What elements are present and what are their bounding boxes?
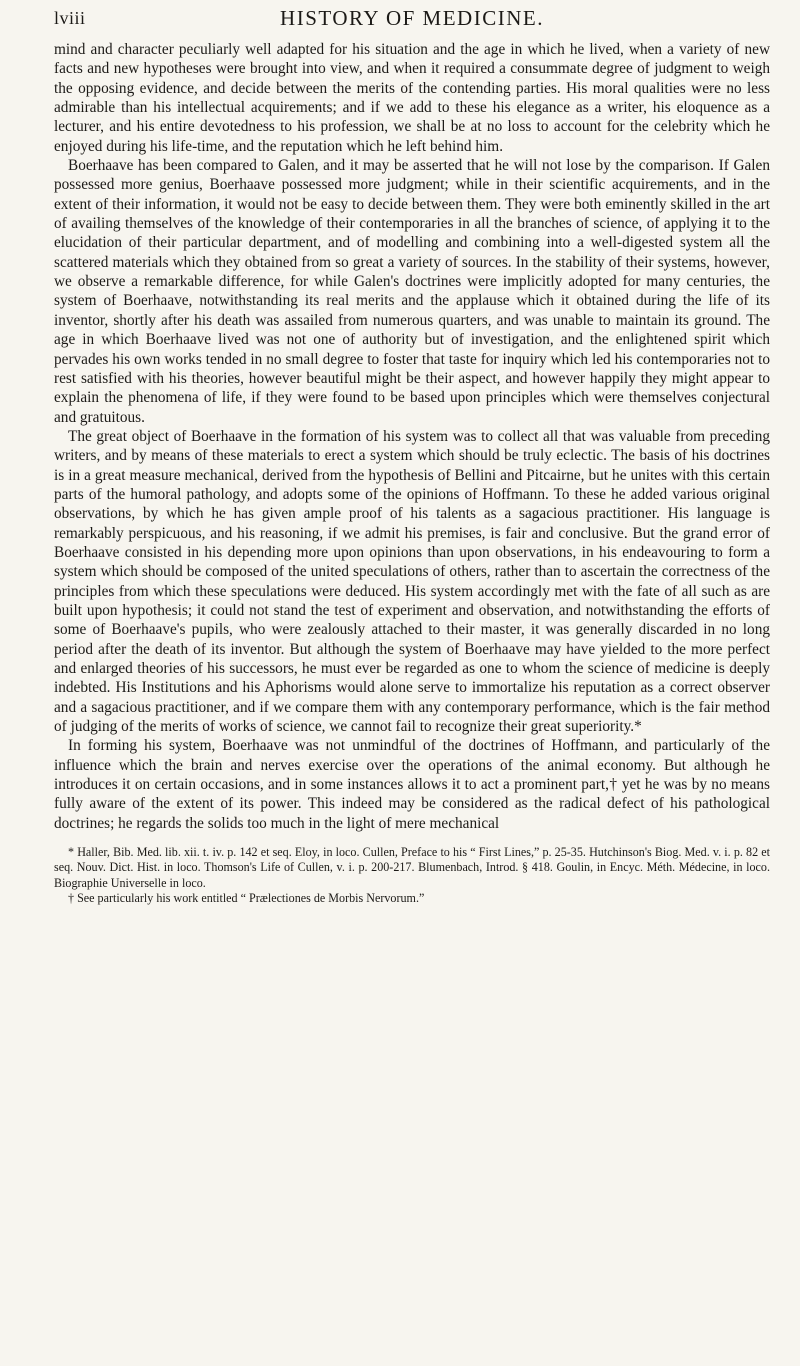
paragraph: In forming his system, Boerhaave was not unmindful of the doctrines of Hoffmann, and particularly of the influence which the brain and nerves exercise over the operations of the animal economy. But although he introduces it on certain occasions, and in some instances allows it to act a prominent part,† yet he was by no means fully aware of the extent of its power. This indeed may be considered as the radical defect of his pathological doctrines; he regards the solids too much in the light of mere mechanical [54, 737, 770, 832]
running-title: HISTORY OF MEDICINE. [280, 6, 544, 30]
paragraph: The great object of Boerhaave in the formation of his system was to collect all that was valuable from preceding writers, and by means of these materials to erect a system which should be truly eclectic. The basis of his doctrines is in a great measure mechanical, derived from the hypothesis of Bellini and Pitcairne, but he unites with this certain parts of the humoral pathology, and adopts some of the opinions of Hoffmann. To these he added various original observations, by which he has given ample proof of his talents as a sagacious practitioner. His language is remarkably perspicuous, and his reasoning, if we admit his premises, is fair and conclusive. But the grand error of Boerhaave consisted in his depending more upon opinions than upon observations, in his endeavouring to form a system which should be composed of the united speculations of others, rather than to ascertain the correctness of the principles from which these speculations were deduced. His system accordingly met with the fate of all such as are built upon hypothesis; it could not stand the test of experiment and observation, and notwithstanding the efforts of some of Boerhaave's pupils, who were zealously attached to their master, it was generally discarded in no long period after the death of its inventor. But although the system of Boerhaave may have yielded to the more perfect and enlarged theories of his successors, he must ever be regarded as one to whom the science of medicine is deeply indebted. His Institutions and his Aphorisms would alone serve to immortalize his reputation as a correct observer and a sagacious practitioner, and if we compare them with any contemporary performance, which is the fair method of judging of the merits of works of science, we cannot fail to recognize their great superiority.* [54, 427, 770, 736]
footnote: * Haller, Bib. Med. lib. xii. t. iv. p. 142 et seq. Eloy, in loco. Cullen, Preface to his “ First Lines,” p. 25-35. Hutchinson's Biog. Med. v. i. p. 82 et seq. Nouv. Dict. Hist. in loco. Thomson's Life of Cullen, v. i. p. 200-217. Blumenbach, Introd. § 418. Goulin, in Encyc. Méth. Médecine, in loco. Biographie Universelle in loco. [54, 845, 770, 890]
body-text [54, 40, 770, 833]
paragraph: Boerhaave has been compared to Galen, and it may be asserted that he will not lose by the comparison. If Galen possessed more genius, Boerhaave possessed more judgment; while in their scientific acquirements, and in the extent of their information, it would not be easy to decide between them. They were both eminently skilled in the art of availing themselves of the knowledge of their contemporaries in all the branches of science, of applying it to the elucidation of their particular department, and of modelling and combining into a well-digested system all the scattered materials which they obtained from so great a variety of sources. In the stability of their systems, however, we observe a remarkable difference, for while Galen's doctrines were implicitly adopted for many centuries, the system of Boerhaave, notwithstanding its real merits and the applause which it obtained during the life of its inventor, shortly after his death was assailed from numerous quarters, and was unable to maintain its ground. The age in which Boerhaave lived was not one of authority but of investigation, and the enlightened spirit which pervades his own works tended in no small degree to foster that taste for inquiry which led his contemporaries not to rest satisfied with his theories, however beautiful might be their aspect, and however happily they might appear to explain the phenomena of life, if they were found to be based upon principles which were themselves conjectural and gratuitous. [54, 157, 770, 426]
paragraph: mind and character peculiarly well adapted for his situation and the age in which he lived, when a variety of new facts and new hypotheses were brought into view, and when it required a consummate degree of judgment to weigh the opposing evidence, and decide between the merits of the contending parties. His moral qualities were no less admirable than his intellectual acquirements; and if we add to these his elegance as a writer, his eloquence as a lecturer, and his entire devotedness to his profession, we shall be at no loss to account for the celebrity which he enjoyed during his life-time, and the reputation which he left behind him. [54, 41, 770, 155]
footnote: † See particularly his work entitled “ Prælectiones de Morbis Nervorum.” [68, 890, 425, 905]
footnotes [54, 845, 770, 906]
page-number: lviii [54, 8, 86, 28]
page-header [54, 6, 770, 40]
